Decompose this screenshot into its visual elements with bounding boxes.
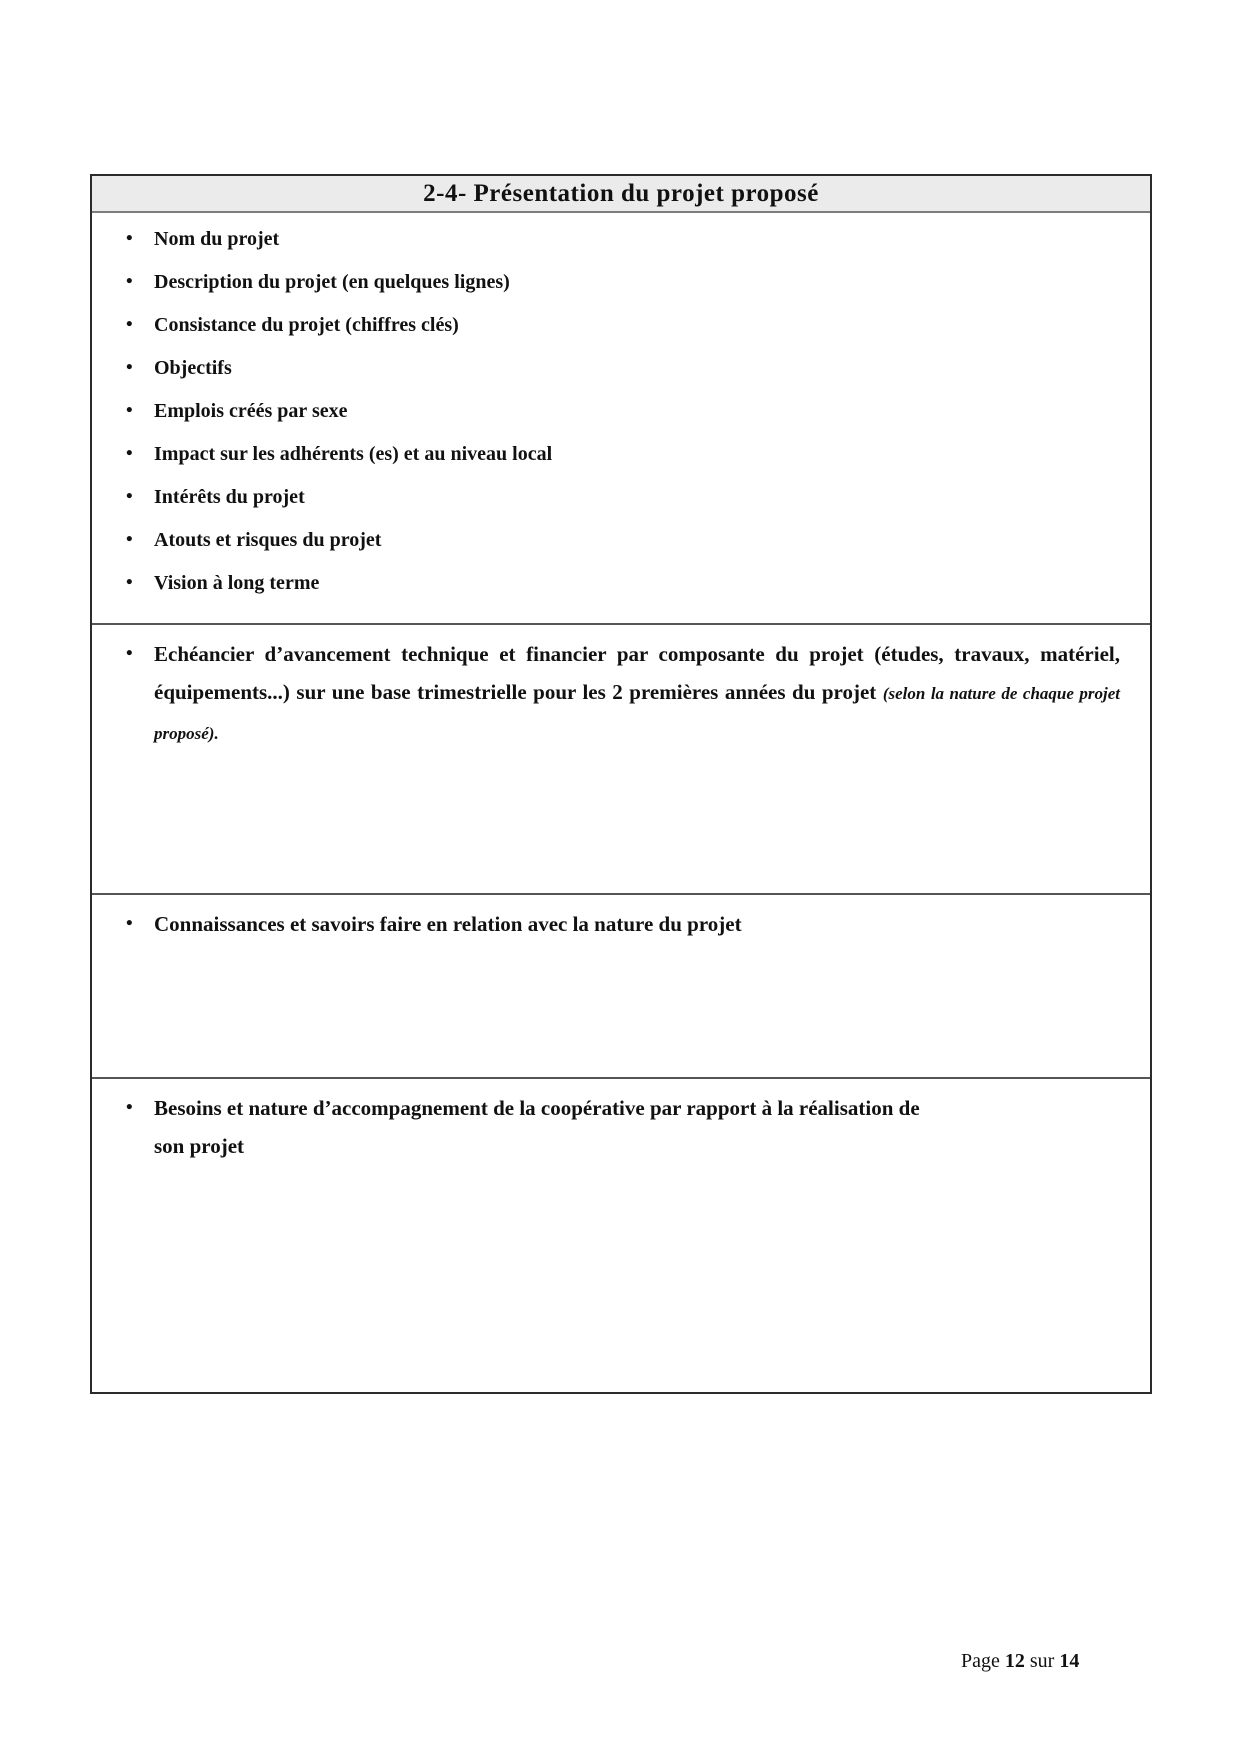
bullet-icon: •: [126, 1097, 133, 1118]
bullet-icon: •: [126, 314, 133, 335]
table-header-row: [92, 176, 1150, 213]
list-item: [92, 482, 1122, 512]
list-item: [92, 439, 1122, 469]
table-row-project-overview: [92, 213, 1150, 625]
bullet-list: [92, 213, 1150, 598]
bullet-paragraph: [92, 1079, 1150, 1165]
list-item: [92, 568, 1122, 598]
list-item-label: Atouts et risques du projet: [154, 529, 382, 551]
bullet-icon: •: [126, 643, 133, 664]
bullet-paragraph: [92, 895, 1150, 943]
paragraph-main: Echéancier d’avancement technique et financier par composante du projet (études, travaux, matériel, équipements...) sur une base trimestrielle pour les 2 premières années du projet: [154, 642, 1120, 704]
bullet-icon: •: [126, 271, 133, 292]
list-item-label: Objectifs: [154, 357, 232, 379]
list-item: [92, 310, 1122, 340]
page-number-current: 12: [1004, 1650, 1025, 1672]
bullet-icon: •: [126, 486, 133, 507]
list-item-label: Description du projet (en quelques lignes): [154, 271, 510, 293]
paragraph-text: Connaissances et savoirs faire en relation avec la nature du projet: [154, 912, 742, 936]
list-item-label: Emplois créés par sexe: [154, 400, 348, 422]
list-item: [92, 267, 1122, 297]
bullet-icon: •: [126, 913, 133, 934]
list-item-label: Nom du projet: [154, 228, 280, 250]
bullet-icon: •: [126, 443, 133, 464]
table-row-support-needs: [92, 1079, 1150, 1392]
bullet-icon: •: [126, 400, 133, 421]
table-row-knowledge: [92, 895, 1150, 1079]
paragraph-text: [154, 642, 1120, 744]
bullet-paragraph: [92, 625, 1150, 753]
page-number-prefix: Page: [961, 1650, 1005, 1672]
table-title: 2-4- Présentation du projet proposé: [423, 180, 819, 207]
list-item: [92, 353, 1122, 383]
paragraph-text: Besoins et nature d’accompagnement de la coopérative par rapport à la réalisation de son projet: [154, 1096, 920, 1158]
table-row-schedule: [92, 625, 1150, 895]
presentation-table: [90, 174, 1152, 1394]
list-item-label: Intérêts du projet: [154, 486, 305, 508]
bullet-icon: •: [126, 357, 133, 378]
list-item-label: Consistance du projet (chiffres clés): [154, 314, 459, 336]
page-number-middle: sur: [1024, 1650, 1060, 1672]
page-number-total: 14: [1059, 1650, 1080, 1672]
paragraph-note: (selon la nature de chaque projet proposé).: [154, 684, 1121, 743]
list-item: [92, 396, 1122, 426]
bullet-icon: •: [126, 228, 133, 249]
page-number: [961, 1650, 1079, 1673]
list-item: [92, 525, 1122, 555]
list-item: [92, 224, 1122, 254]
list-item-label: Impact sur les adhérents (es) et au niveau local: [154, 443, 553, 465]
list-item-label: Vision à long terme: [154, 572, 320, 594]
bullet-icon: •: [126, 572, 133, 593]
bullet-icon: •: [126, 529, 133, 550]
